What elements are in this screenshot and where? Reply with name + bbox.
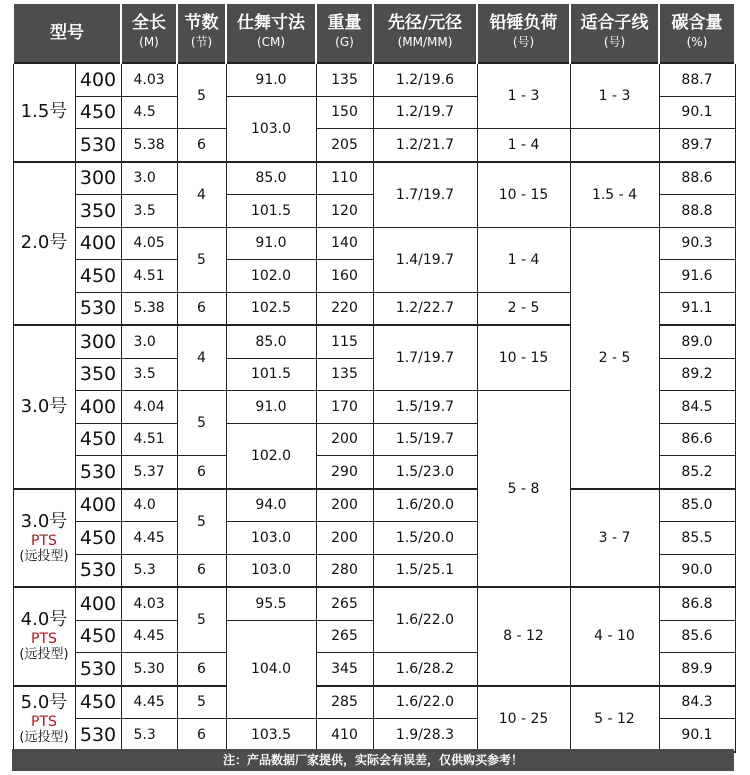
size-cell: 400: [75, 391, 121, 424]
carbon-cell: 90.1: [659, 719, 735, 752]
length-cell: 4.45: [121, 686, 177, 719]
sections-cell: 5: [177, 686, 226, 719]
model-cell: 4.0号 PTS (远投型): [13, 587, 75, 686]
size-cell: 530: [75, 554, 121, 587]
length-cell: 5.38: [121, 129, 177, 162]
header-length: 全长 (M): [121, 4, 177, 63]
size-cell: 450: [75, 522, 121, 555]
weight-cell: 220: [316, 292, 373, 325]
closed-length-cell: 85.0: [226, 325, 316, 358]
weight-cell: 170: [316, 391, 373, 424]
tip-butt-cell: 1.2/22.7: [373, 292, 477, 325]
spec-table: [12, 4, 736, 753]
carbon-cell: 89.9: [659, 653, 735, 686]
length-cell: 4.0: [121, 489, 177, 522]
tip-butt-cell: 1.6/22.0: [373, 686, 477, 719]
closed-length-cell: 94.0: [226, 489, 316, 522]
carbon-cell: 88.7: [659, 63, 735, 96]
closed-length-cell: 101.5: [226, 195, 316, 228]
sinker-cell: 5 - 8: [477, 391, 570, 588]
size-cell: 450: [75, 96, 121, 129]
size-cell: 400: [75, 489, 121, 522]
length-cell: 4.05: [121, 227, 177, 260]
size-cell: 350: [75, 195, 121, 228]
length-cell: 3.5: [121, 195, 177, 228]
carbon-cell: 90.0: [659, 554, 735, 587]
length-cell: 5.37: [121, 456, 177, 489]
length-cell: 4.45: [121, 522, 177, 555]
length-cell: 4.51: [121, 260, 177, 293]
table-row: [13, 587, 735, 620]
carbon-cell: 90.3: [659, 227, 735, 260]
weight-cell: 345: [316, 653, 373, 686]
line-cell: 1 - 3: [570, 63, 659, 129]
sections-cell: 6: [177, 719, 226, 752]
weight-cell: 205: [316, 129, 373, 162]
size-cell: 350: [75, 358, 121, 391]
table-row: [13, 129, 735, 162]
tip-butt-cell: 1.6/22.0: [373, 587, 477, 653]
pts-tag: PTS: [31, 532, 57, 549]
sections-cell: 5: [177, 63, 226, 129]
length-cell: 3.0: [121, 325, 177, 358]
header-carbon: 碳含量 (%): [659, 4, 735, 63]
weight-cell: 200: [316, 522, 373, 555]
line-cell: 2 - 5: [570, 227, 659, 489]
weight-cell: 135: [316, 63, 373, 96]
sinker-cell: 1 - 3: [477, 63, 570, 129]
size-cell: 450: [75, 686, 121, 719]
weight-cell: 120: [316, 195, 373, 228]
length-cell: 3.5: [121, 358, 177, 391]
tip-butt-cell: 1.6/20.0: [373, 489, 477, 522]
header-sinker-load: 铅锤负荷 (号): [477, 4, 570, 63]
tip-butt-cell: 1.5/25.1: [373, 554, 477, 587]
closed-length-cell: 95.5: [226, 587, 316, 620]
closed-length-cell: 103.0: [226, 522, 316, 555]
length-cell: 3.0: [121, 162, 177, 195]
weight-cell: 110: [316, 162, 373, 195]
carbon-cell: 85.0: [659, 489, 735, 522]
size-cell: 530: [75, 292, 121, 325]
pts-tag: PTS: [31, 631, 57, 648]
header-tip-butt: 先径/元径 (MM/MM): [373, 4, 477, 63]
weight-cell: 290: [316, 456, 373, 489]
size-cell: 530: [75, 129, 121, 162]
tip-butt-cell: 1.6/28.2: [373, 653, 477, 686]
sections-cell: 6: [177, 456, 226, 489]
length-cell: 4.5: [121, 96, 177, 129]
carbon-cell: 88.6: [659, 162, 735, 195]
tip-butt-cell: 1.5/20.0: [373, 522, 477, 555]
size-cell: 530: [75, 456, 121, 489]
sections-cell: 6: [177, 292, 226, 325]
model-cell: 1.5号: [13, 63, 75, 162]
tip-butt-cell: 1.7/19.7: [373, 325, 477, 391]
sinker-cell: 1 - 4: [477, 129, 570, 162]
sinker-cell: 8 - 12: [477, 587, 570, 686]
line-cell: 5 - 12: [570, 686, 659, 752]
sections-cell: 5: [177, 587, 226, 653]
line-cell: [570, 129, 659, 162]
weight-cell: 200: [316, 489, 373, 522]
sections-cell: 5: [177, 227, 226, 292]
closed-length-cell: 103.5: [226, 719, 316, 752]
size-cell: 300: [75, 325, 121, 358]
carbon-cell: 91.6: [659, 260, 735, 293]
size-cell: 530: [75, 653, 121, 686]
table-row: [13, 227, 735, 260]
header-line: 适合子线 (号): [570, 4, 659, 63]
carbon-cell: 89.7: [659, 129, 735, 162]
sections-cell: 4: [177, 162, 226, 228]
tip-butt-cell: 1.2/21.7: [373, 129, 477, 162]
weight-cell: 150: [316, 96, 373, 129]
carbon-cell: 85.6: [659, 620, 735, 653]
length-cell: 4.51: [121, 423, 177, 456]
closed-length-cell: 103.0: [226, 96, 316, 162]
weight-cell: 265: [316, 587, 373, 620]
closed-length-cell: 85.0: [226, 162, 316, 195]
carbon-cell: 85.2: [659, 456, 735, 489]
tip-butt-cell: 1.5/19.7: [373, 391, 477, 424]
table-row: [13, 489, 735, 522]
model-cell: 3.0号: [13, 325, 75, 489]
sinker-cell: 10 - 15: [477, 325, 570, 391]
sections-cell: 5: [177, 489, 226, 555]
closed-length-cell: 102.5: [226, 292, 316, 325]
tip-butt-cell: 1.5/23.0: [373, 456, 477, 489]
length-cell: 5.3: [121, 554, 177, 587]
size-cell: 400: [75, 587, 121, 620]
pts-tag: PTS: [31, 713, 57, 730]
closed-length-cell: 91.0: [226, 227, 316, 260]
weight-cell: 285: [316, 686, 373, 719]
carbon-cell: 84.5: [659, 391, 735, 424]
closed-length-cell: 101.5: [226, 358, 316, 391]
closed-length-cell: 104.0: [226, 620, 316, 719]
weight-cell: 265: [316, 620, 373, 653]
carbon-cell: 84.3: [659, 686, 735, 719]
carbon-cell: 89.0: [659, 325, 735, 358]
model-cell: 3.0号 PTS (远投型): [13, 489, 75, 588]
carbon-cell: 89.2: [659, 358, 735, 391]
carbon-cell: 88.8: [659, 195, 735, 228]
header-row: [13, 4, 735, 63]
weight-cell: 140: [316, 227, 373, 260]
sinker-cell: 10 - 25: [477, 686, 570, 752]
closed-length-cell: 102.0: [226, 260, 316, 293]
tip-butt-cell: 1.2/19.6: [373, 63, 477, 96]
weight-cell: 135: [316, 358, 373, 391]
length-cell: 5.3: [121, 719, 177, 752]
table-row: [13, 162, 735, 195]
weight-cell: 160: [316, 260, 373, 293]
closed-length-cell: 102.0: [226, 423, 316, 489]
header-weight: 重量 (G): [316, 4, 373, 63]
weight-cell: 115: [316, 325, 373, 358]
carbon-cell: 85.5: [659, 522, 735, 555]
length-cell: 4.03: [121, 587, 177, 620]
size-cell: 450: [75, 260, 121, 293]
header-model: 型号: [13, 4, 121, 63]
tip-butt-cell: 1.9/28.3: [373, 719, 477, 752]
length-cell: 4.03: [121, 63, 177, 96]
table-row: [13, 686, 735, 719]
weight-cell: 410: [316, 719, 373, 752]
sections-cell: 6: [177, 653, 226, 686]
size-cell: 450: [75, 423, 121, 456]
model-cell: 2.0号: [13, 162, 75, 326]
sections-cell: 6: [177, 129, 226, 162]
header-sections: 节数 (节): [177, 4, 226, 63]
carbon-cell: 86.8: [659, 587, 735, 620]
line-cell: 4 - 10: [570, 587, 659, 686]
weight-cell: 280: [316, 554, 373, 587]
sections-cell: 6: [177, 554, 226, 587]
header-closed-length: 仕舞寸法 (CM): [226, 4, 316, 63]
closed-length-cell: 103.0: [226, 554, 316, 587]
length-cell: 4.45: [121, 620, 177, 653]
size-cell: 300: [75, 162, 121, 195]
model-cell: 5.0号 PTS (远投型): [13, 686, 75, 752]
size-cell: 530: [75, 719, 121, 752]
carbon-cell: 90.1: [659, 96, 735, 129]
carbon-cell: 86.6: [659, 423, 735, 456]
line-cell: 1.5 - 4: [570, 162, 659, 228]
tip-butt-cell: 1.2/19.7: [373, 96, 477, 129]
tip-butt-cell: 1.7/19.7: [373, 162, 477, 228]
closed-length-cell: 91.0: [226, 63, 316, 96]
sinker-cell: 10 - 15: [477, 162, 570, 228]
sections-cell: 4: [177, 325, 226, 391]
sinker-cell: 2 - 5: [477, 292, 570, 325]
length-cell: 5.30: [121, 653, 177, 686]
size-cell: 450: [75, 620, 121, 653]
length-cell: 5.38: [121, 292, 177, 325]
size-cell: 400: [75, 227, 121, 260]
line-cell: 3 - 7: [570, 489, 659, 588]
size-cell: 400: [75, 63, 121, 96]
sections-cell: 5: [177, 391, 226, 456]
sinker-cell: 1 - 4: [477, 227, 570, 292]
tip-butt-cell: 1.4/19.7: [373, 227, 477, 292]
weight-cell: 200: [316, 423, 373, 456]
tip-butt-cell: 1.5/19.7: [373, 423, 477, 456]
closed-length-cell: 91.0: [226, 391, 316, 424]
table-row: [13, 63, 735, 96]
footnote-bar: 注：产品数据厂家提供，实际会有误差，仅供购买参考！: [12, 749, 734, 771]
carbon-cell: 91.1: [659, 292, 735, 325]
length-cell: 4.04: [121, 391, 177, 424]
